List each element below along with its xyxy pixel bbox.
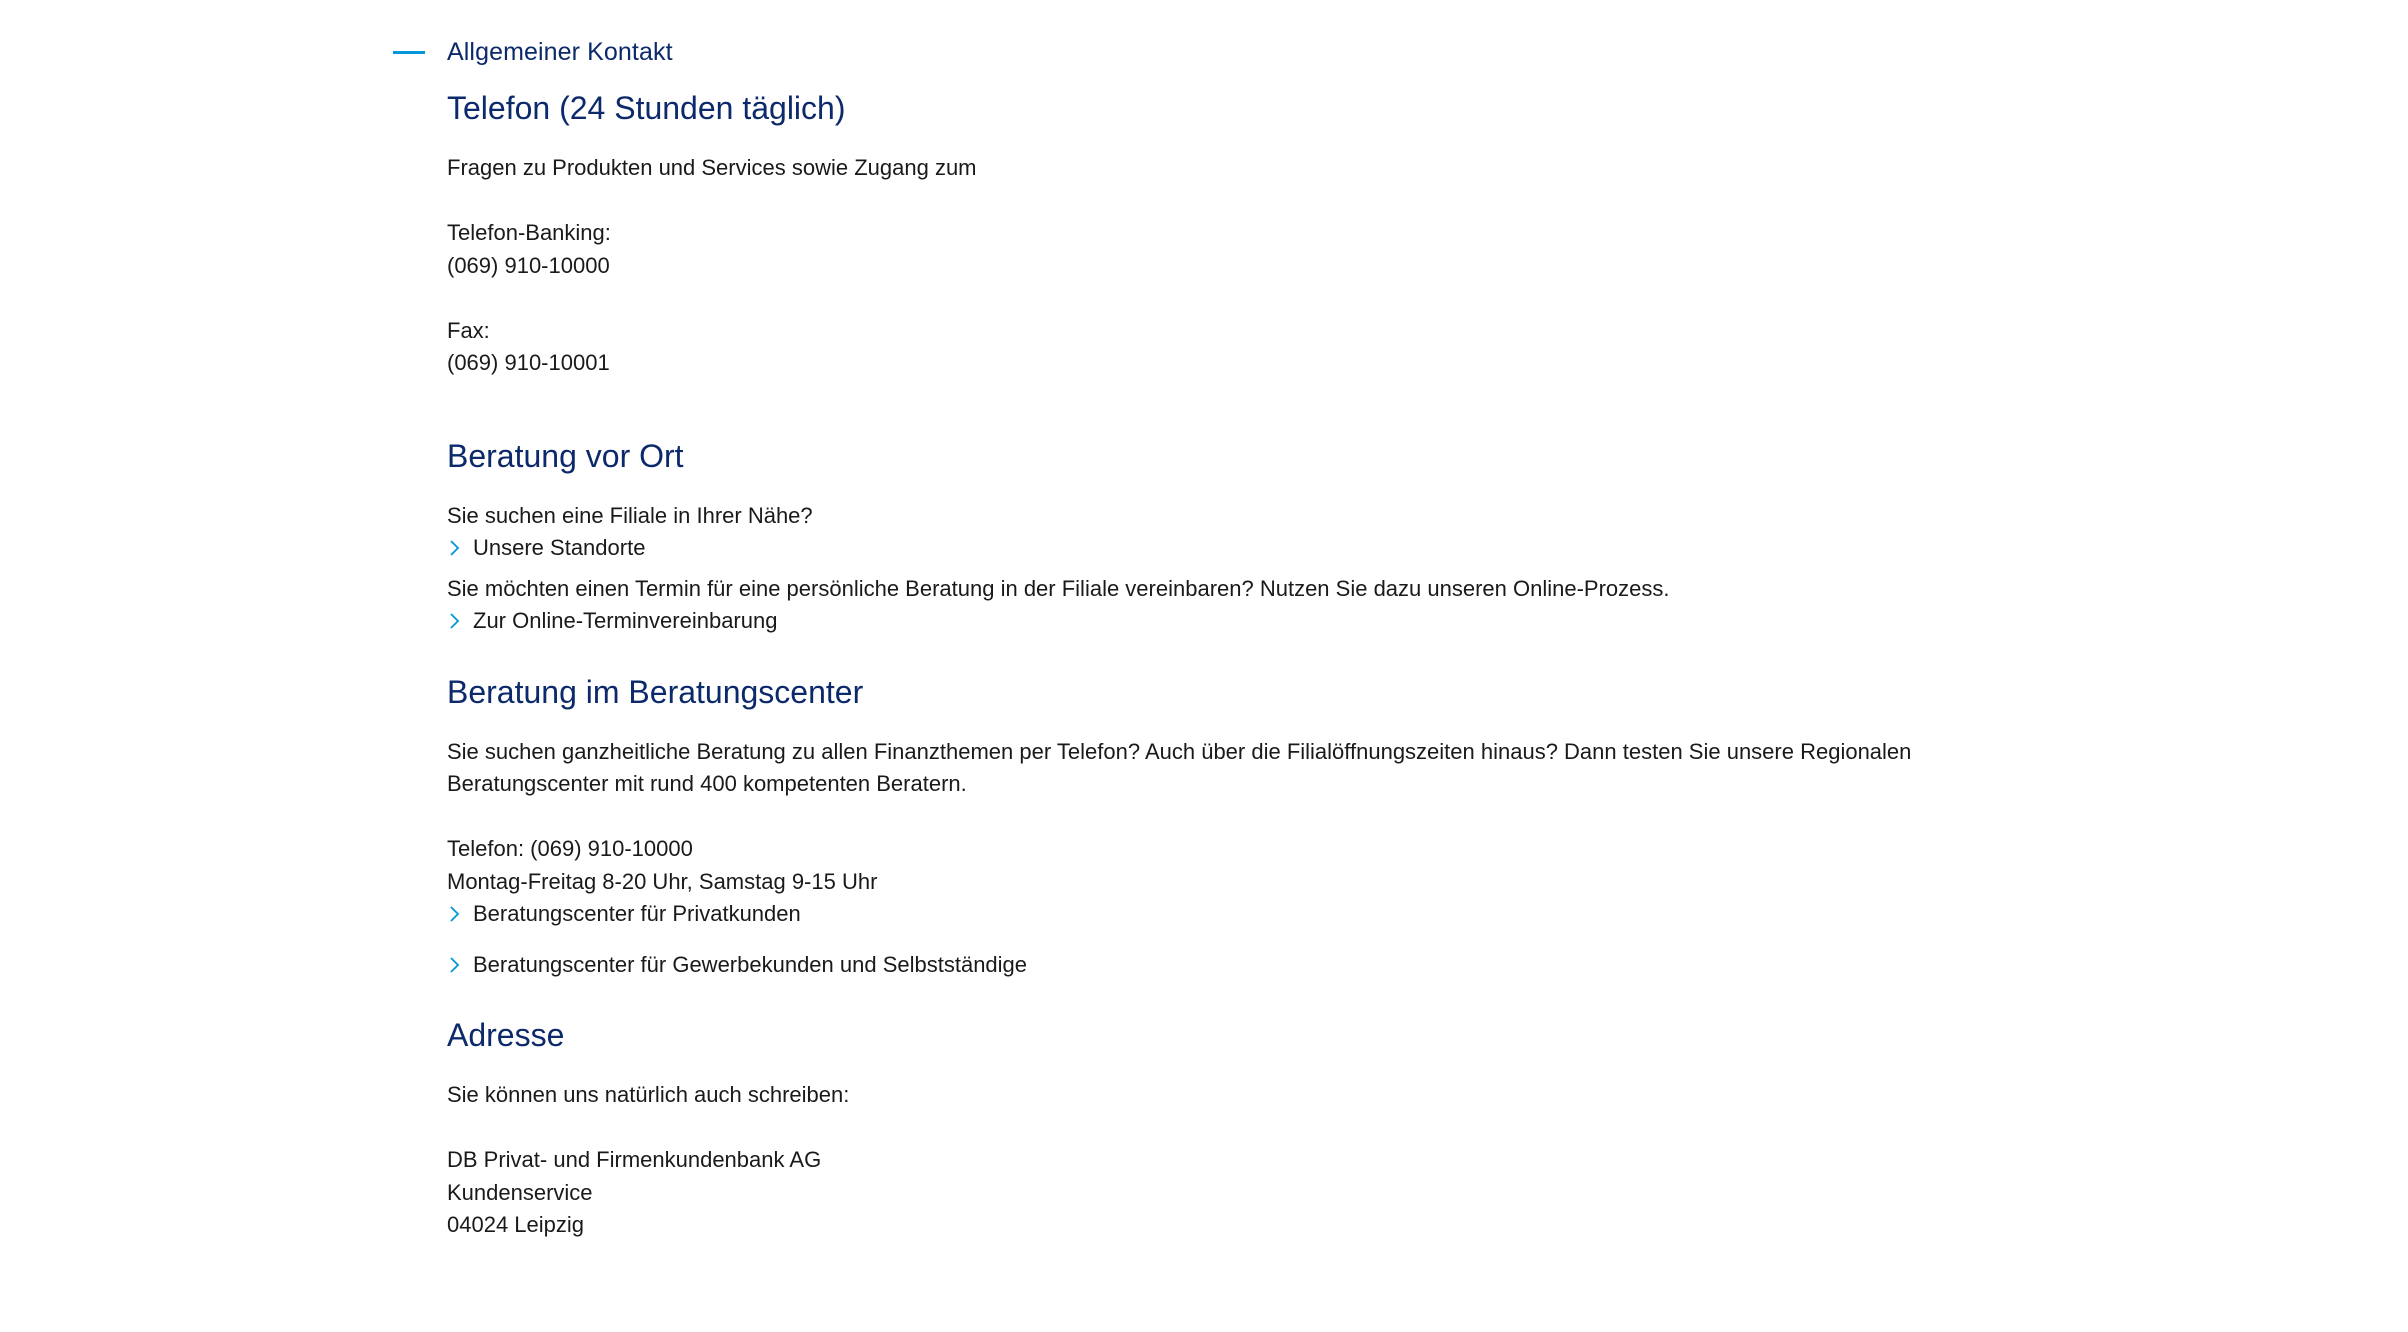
chevron-right-icon (449, 611, 461, 631)
contact-content (447, 86, 1967, 1242)
vor-ort-heading: Beratung vor Ort (447, 437, 684, 474)
collapse-dash-icon (393, 51, 425, 54)
adresse-line1: DB Privat- und Firmenkundenbank AG (447, 1147, 822, 1172)
fax-number: (069) 910-10001 (447, 350, 610, 375)
beratungscenter-hours: Montag-Freitag 8-20 Uhr, Samstag 9-15 Uhr (447, 868, 878, 894)
beratungscenter-phone: Telefon: (069) 910-10000 (447, 836, 693, 861)
link-beratungscenter-privatkunden[interactable] (447, 898, 1967, 931)
adresse-heading: Adresse (447, 1017, 565, 1053)
vor-ort-termin-text: Sie möchten einen Termin für eine persönliche Beratung in der Filiale vereinbaren? Nutzen Sie dazu unseren Online-Prozess. (447, 575, 1670, 601)
link-beratungscenter-gewerbekunden-label: Beratungscenter für Gewerbekunden und Selbstständige (473, 951, 1028, 977)
adresse-intro: Sie können uns natürlich auch schreiben: (447, 1082, 850, 1107)
adresse-line2: Kundenservice (447, 1179, 593, 1205)
link-beratungscenter-privatkunden-label: Beratungscenter für Privatkunden (473, 901, 801, 926)
link-online-terminvereinbarung-label: Zur Online-Terminvereinbarung (473, 608, 778, 633)
telefon-banking-label: Telefon-Banking: (447, 220, 611, 245)
telefon-intro: Fragen zu Produkten und Services sowie Zugang zum (447, 155, 977, 180)
adresse-line3: 04024 Leipzig (447, 1212, 585, 1237)
chevron-right-icon (449, 538, 461, 558)
vor-ort-question: Sie suchen eine Filiale in Ihrer Nähe? (447, 502, 813, 528)
chevron-right-icon (449, 955, 461, 975)
chevron-right-icon (449, 904, 461, 924)
beratungscenter-heading: Beratung im Beratungscenter (447, 673, 864, 710)
section-title: Allgemeiner Kontakt (447, 37, 673, 66)
beratungscenter-text-line1: Sie suchen ganzheitliche Beratung zu allen Finanzthemen per Telefon? Auch über die Filialöffnungszeiten hinaus? Dann testen Sie unsere Regionalen (447, 738, 1912, 764)
link-beratungscenter-gewerbekunden[interactable] (447, 949, 1967, 982)
fax-label: Fax: (447, 317, 490, 343)
telefon-heading: Telefon (24 Stunden täglich) (447, 90, 846, 126)
link-unsere-standorte[interactable] (447, 532, 1967, 565)
section-header-allgemeiner-kontakt[interactable] (393, 34, 673, 70)
beratungscenter-text-line2: Beratungscenter mit rund 400 kompetenten Beratern. (447, 771, 967, 796)
link-unsere-standorte-label: Unsere Standorte (473, 535, 646, 560)
telefon-banking-number: (069) 910-10000 (447, 252, 610, 278)
link-online-terminvereinbarung[interactable] (447, 605, 1967, 638)
